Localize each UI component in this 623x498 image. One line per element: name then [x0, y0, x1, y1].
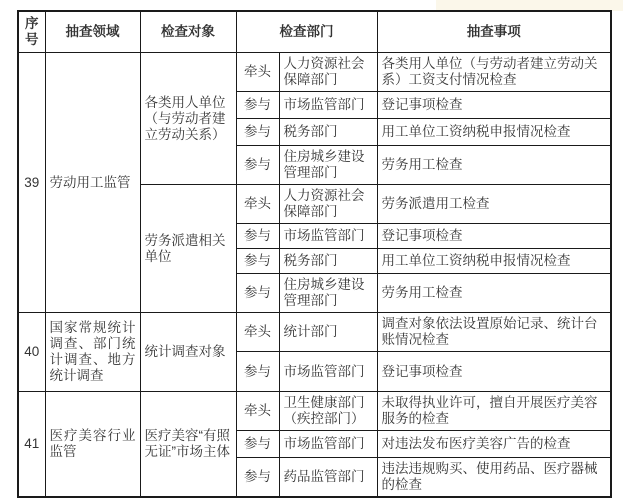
cell-role: 参与 — [236, 146, 279, 185]
cell-serial-40: 40 — [18, 313, 45, 392]
cell-role: 参与 — [236, 92, 279, 119]
header-field: 抽查领域 — [45, 11, 140, 53]
spot-check-matters-table — [17, 10, 612, 498]
cell-role: 参与 — [236, 224, 279, 249]
cell-dept: 卫生健康部门（疾控部门） — [279, 392, 377, 431]
cell-dept: 市场监管部门 — [279, 92, 377, 119]
header-department: 检查部门 — [236, 11, 377, 53]
cell-role: 参与 — [236, 274, 279, 313]
cell-item: 调查对象依法设置原始记录、统计台账情况检查 — [377, 313, 611, 352]
header-target: 检查对象 — [140, 11, 236, 53]
cell-field-41: 医疗美容行业监管 — [45, 392, 140, 498]
cell-item: 违法违规购买、使用药品、医疗器械的检查 — [377, 458, 611, 498]
cell-field-40: 国家常规统计调查、部门统计调查、地方统计调查 — [45, 313, 140, 392]
cell-role: 参与 — [236, 352, 279, 392]
cell-serial-39: 39 — [18, 53, 45, 313]
cell-role: 参与 — [236, 249, 279, 274]
cell-dept: 人力资源社会保障部门 — [279, 53, 377, 92]
cell-item: 登记事项检查 — [377, 92, 611, 119]
cell-dept: 市场监管部门 — [279, 352, 377, 392]
cell-field-39: 劳动用工监管 — [45, 53, 140, 313]
cell-item: 劳务用工检查 — [377, 274, 611, 313]
cell-item: 登记事项检查 — [377, 224, 611, 249]
cell-role: 牵头 — [236, 185, 279, 224]
cell-role: 牵头 — [236, 53, 279, 92]
cell-role: 牵头 — [236, 313, 279, 352]
cell-role: 参与 — [236, 119, 279, 146]
cell-item: 用工单位工资纳税申报情况检查 — [377, 119, 611, 146]
cell-item: 登记事项检查 — [377, 352, 611, 392]
table-row — [18, 53, 611, 92]
header-serial: 序号 — [18, 11, 45, 53]
cell-role: 牵头 — [236, 392, 279, 431]
cell-item: 用工单位工资纳税申报情况检查 — [377, 249, 611, 274]
cell-item: 各类用人单位（与劳动者建立劳动关系）工资支付情况检查 — [377, 53, 611, 92]
cell-dept: 人力资源社会保障部门 — [279, 185, 377, 224]
cell-dept: 税务部门 — [279, 119, 377, 146]
cell-target-40: 统计调查对象 — [140, 313, 236, 392]
header-items: 抽查事项 — [377, 11, 611, 53]
cell-item: 劳务派遣用工检查 — [377, 185, 611, 224]
cell-dept: 统计部门 — [279, 313, 377, 352]
cell-item: 劳务用工检查 — [377, 146, 611, 185]
cell-dept: 税务部门 — [279, 249, 377, 274]
cell-serial-41: 41 — [18, 392, 45, 498]
cell-dept: 住房城乡建设管理部门 — [279, 274, 377, 313]
table-row — [18, 313, 611, 352]
cell-dept: 市场监管部门 — [279, 431, 377, 458]
cell-dept: 住房城乡建设管理部门 — [279, 146, 377, 185]
table-row — [18, 392, 611, 431]
cell-role: 参与 — [236, 431, 279, 458]
cell-dept: 药品监管部门 — [279, 458, 377, 498]
cell-target-41: 医疗美容“有照无证”市场主体 — [140, 392, 236, 498]
cell-dept: 市场监管部门 — [279, 224, 377, 249]
cell-target-39a: 各类用人单位（与劳动者建立劳动关系） — [140, 53, 236, 185]
table-header-row — [18, 11, 611, 53]
cell-target-39b: 劳务派遣相关单位 — [140, 185, 236, 313]
cell-role: 参与 — [236, 458, 279, 498]
cell-item: 未取得执业许可，擅自开展医疗美容服务的检查 — [377, 392, 611, 431]
cell-item: 对违法发布医疗美容广告的检查 — [377, 431, 611, 458]
